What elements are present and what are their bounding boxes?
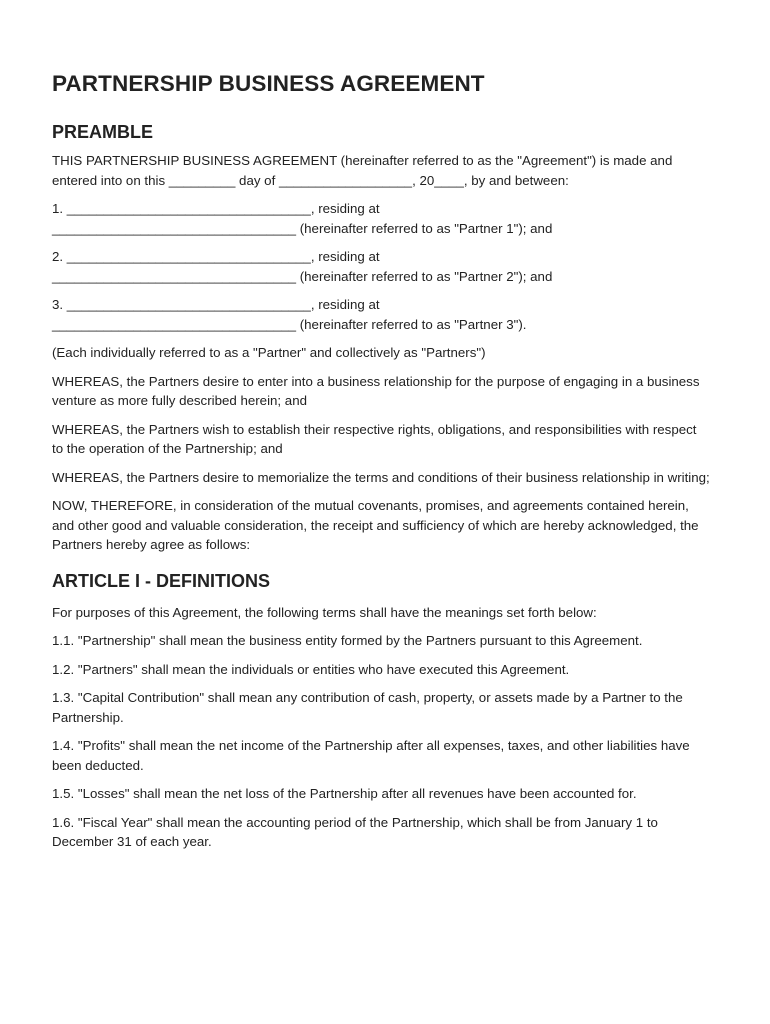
party-2 bbox=[52, 247, 710, 286]
whereas-clause-2: WHEREAS, the Partners wish to establish their respective rights, obligations, and responsibilities with respect to the operation of the Partnership; and bbox=[52, 421, 697, 456]
article-1-heading: ARTICLE I - DEFINITIONS bbox=[52, 570, 270, 591]
party-2-line-2: _________________________________ (hereinafter referred to as "Partner 2"); and bbox=[52, 268, 553, 284]
definition-1-2: 1.2. "Partners" shall mean the individuals or entities who have executed this Agreement. bbox=[52, 661, 570, 677]
now-therefore-clause: NOW, THEREFORE, in consideration of the mutual covenants, promises, and agreements contained herein, and other good and valuable consideration, the receipt and sufficiency of which are hereby acknowledged, the Partners hereby agree as follows: bbox=[52, 498, 699, 552]
whereas-clause-3: WHEREAS, the Partners desire to memorialize the terms and conditions of their business relationship in writing; bbox=[52, 469, 710, 485]
party-3 bbox=[52, 295, 710, 334]
definition-1-5: 1.5. "Losses" shall mean the net loss of the Partnership after all revenues have been accounted for. bbox=[52, 786, 637, 801]
document-title: PARTNERSHIP BUSINESS AGREEMENT bbox=[52, 71, 485, 96]
preamble-intro: THIS PARTNERSHIP BUSINESS AGREEMENT (hereinafter referred to as the "Agreement") is made and entered into on this _________ day of __________________, 20____, by and between: bbox=[52, 153, 673, 188]
definition-1-1: 1.1. "Partnership" shall mean the business entity formed by the Partners pursuant to this Agreement. bbox=[52, 633, 643, 648]
definition-1-6: 1.6. "Fiscal Year" shall mean the accounting period of the Partnership, which shall be from January 1 to December 31 of each year. bbox=[52, 814, 658, 849]
party-1 bbox=[52, 199, 710, 238]
collective-note: (Each individually referred to as a "Partner" and collectively as "Partners") bbox=[52, 345, 486, 360]
definition-1-4: 1.4. "Profits" shall mean the net income of the Partnership after all expenses, taxes, and other liabilities have been deducted. bbox=[52, 738, 690, 773]
party-1-line-2: _________________________________ (hereinafter referred to as "Partner 1"); and bbox=[52, 220, 553, 236]
party-3-line-1: 3. _________________________________, residing at bbox=[52, 297, 380, 312]
party-2-line-1: 2. _________________________________, residing at bbox=[52, 249, 380, 264]
article-1-intro: For purposes of this Agreement, the following terms shall have the meanings set forth below: bbox=[52, 604, 597, 620]
party-1-line-1: 1. _________________________________, residing at bbox=[52, 201, 380, 216]
definition-1-3: 1.3. "Capital Contribution" shall mean any contribution of cash, property, or assets made by a Partner to the Partnership. bbox=[52, 690, 683, 725]
preamble-heading: PREAMBLE bbox=[52, 122, 154, 142]
whereas-clause-1: WHEREAS, the Partners desire to enter into a business relationship for the purpose of engaging in a business venture as more fully described herein; and bbox=[52, 373, 700, 408]
party-3-line-2: _________________________________ (hereinafter referred to as "Partner 3"). bbox=[52, 316, 527, 332]
